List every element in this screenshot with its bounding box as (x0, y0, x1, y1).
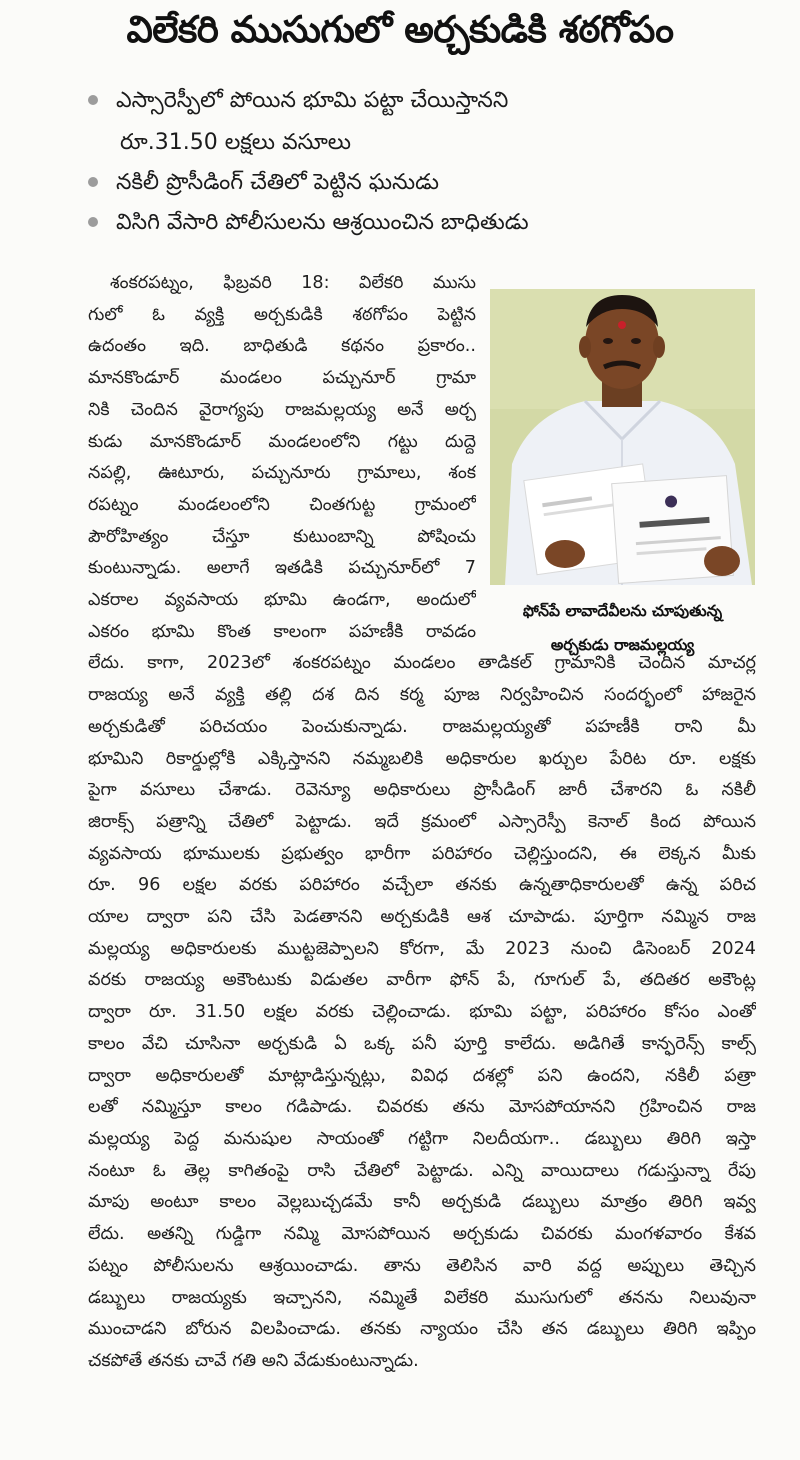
subheadline-list (88, 86, 778, 248)
article-line: పైగా వసూలు చేశాడు. రెవెన్యూ అధికారులు ప్రొసీడింగ్ జారీ చేశారని ఓ నకిలీ (88, 780, 756, 801)
photo-caption-line: ఫోన్‌పే లావాదేవీలను చూపుతున్న (522, 602, 723, 620)
article-line: వ్యవసాయ భూములకు ప్రభుత్వం భారీగా పరిహారం చెల్లిస్తుందని, ఈ లెక్కన మీకు (88, 843, 756, 864)
subheadline-text-continued: రూ.31.50 లక్షలు వసూలు (120, 130, 351, 155)
article-line: పౌరోహిత్యం చేస్తూ కుటుంబాన్ని పోషించు (88, 526, 476, 547)
bullet-dot-icon (88, 177, 98, 187)
photo-caption-line: అర్చకుడు రాజమల్లయ్య (550, 636, 695, 654)
article-line: మల్లయ్య అధికారులకు ముట్టజెప్పాలని కోరగా, మే 2023 నుంచి డిసెంబర్ 2024 (88, 938, 756, 959)
article-line: కుడు మానకొండూర్ మండలంలోని గట్టు దుద్దె (88, 431, 476, 452)
article-line: ద్వారా అధికారులతో మాట్లాడిస్తున్నట్లు, వివిధ దశల్లో పని ఉందని, నకిలీ పత్రా (88, 1065, 756, 1086)
headline: విలేకరి ముసుగులో అర్చకుడికి శఠగోపం (126, 8, 674, 51)
article-line: ఎకరం భూమి కొంత కాలంగా పహణీకి రావడం (88, 621, 476, 642)
subheadline-text: ఎస్సారెస్పీలో పోయిన భూమి పట్టా చేయిస్తానని (116, 88, 509, 113)
article-line: మానకొండూర్ మండలం పచ్చునూర్ గ్రామా (88, 368, 476, 389)
article-line: రూ. 96 లక్షల వరకు పరిహారం వచ్చేలా తనకు ఉన్నతాధికారులతో ఉన్న పరిచ (88, 875, 756, 896)
article-line: రపట్నం మండలంలోని చింతగుట్ట గ్రామంలో (88, 494, 476, 515)
article-line: లేదు. అతన్ని గుడ్డిగా నమ్మి మోసపోయిన అర్చకుడు చివరకు మంగళవారం కేశవ (88, 1224, 756, 1245)
article-line: జిరాక్స్ పత్రాన్ని చేతిలో పెట్టాడు. ఇదే క్రమంలో ఎస్సారెస్పీ కెనాల్ కింద పోయిన (88, 811, 756, 832)
article-line: గులో ఓ వ్యక్తి అర్చకుడికి శఠగోపం పెట్టిన (88, 304, 476, 325)
article-line: రాజయ్య అనే వ్యక్తి తల్లి దశ దిన కర్మ పూజ నిర్వహించిన సందర్భంలో హాజరైన (88, 685, 756, 706)
article-line: భూమిని రికార్డుల్లోకి ఎక్కిస్తానని నమ్మబలికి అధికారుల ఖర్చుల పేరిట రూ. లక్షకు (88, 748, 756, 769)
subheadline-text: విసిగి వేసారి పోలీసులను ఆశ్రయించిన బాధితుడు (116, 210, 529, 235)
article-line: యాల ద్వారా పని చేసి పెడతానని అర్చకుడికి ఆశ చూపాడు. పూర్తిగా నమ్మిన రాజ (88, 907, 756, 928)
bullet-dot-icon (88, 95, 98, 105)
article-line: అర్చకుడితో పరిచయం పెంచుకున్నాడు. రాజమల్లయ్యతో పహణీకి రాని మీ (88, 716, 756, 737)
article-line: చకపోతే తనకు చావే గతి అని వేడుకుంటున్నాడు. (88, 1350, 419, 1371)
article-line: ముంచాడని బోరున విలపించాడు. తనకు న్యాయం చేసి తన డబ్బులు తిరిగి ఇప్పిం (88, 1319, 756, 1340)
subheadline-item (88, 208, 778, 237)
article-line: నికి చెందిన వైరాగ్యపు రాజమల్లయ్య అనే అర్చ (88, 399, 476, 420)
subheadline-item (88, 86, 778, 157)
article-line: డబ్బులు రాజయ్యకు ఇచ్చానని, నమ్మితే విలేకరి ముసుగులో తనను నిలువునా (88, 1287, 756, 1308)
article-line: వరకు రాజయ్య అకౌంటుకు విడుతల వారీగా ఫోన్ పే, గూగుల్ పే, తదితర అకౌంట్ల (88, 970, 756, 991)
bullet-dot-icon (88, 217, 98, 227)
article-line: నపల్లి, ఊటూరు, పచ్చునూరు గ్రామాలు, శంక (88, 463, 476, 484)
article-line: పట్నం పోలీసులను ఆశ్రయించాడు. తాను తెలిసిన వారి వద్ద అప్పులు తెచ్చిన (88, 1255, 756, 1276)
article-line: ఉదంతం ఇది. బాధితుడి కథనం ప్రకారం.. (88, 336, 476, 357)
article-line: మాపు అంటూ కాలం వెల్లబుచ్చడమే కానీ అర్చకుడి డబ్బులు మాత్రం తిరిగి ఇవ్వ (88, 1192, 756, 1213)
article-line: మల్లయ్య పెద్ద మనుషుల సాయంతో గట్టిగా నిలదీయగా.. డబ్బులు తిరిగి ఇస్తా (88, 1128, 756, 1149)
subheadline-item (88, 168, 778, 197)
subheadline-text: నకిలీ ప్రొసీడింగ్ చేతిలో పెట్టిన ఘనుడు (116, 170, 439, 195)
article-line: శంకరపట్నం, ఫిబ్రవరి 18: విలేకరి ముసు (110, 273, 476, 293)
article-line: ఎకరాల వ్యవసాయ భూమి ఉండగా, అందులో (88, 590, 476, 611)
article-line: కుంటున్నాడు. అలాగే ఇతడికి పచ్చునూర్‌లో 7 (88, 558, 476, 579)
article-line: లతో నమ్మిస్తూ కాలం గడిపాడు. చివరకు తను మోసపోయానని గ్రహించిన రాజ (88, 1097, 756, 1118)
article-line: లేదు. కాగా, 2023లో శంకరపట్నం మండలం తాడికల్ గ్రామానికి చెందిన మాచర్ల (88, 653, 756, 674)
article-line: ద్వారా రూ. 31.50 లక్షల వరకు చెల్లించాడు. భూమి పట్టా, పరిహారం కోసం ఎంతో (88, 1002, 756, 1023)
article-body (88, 268, 756, 1378)
article-line: కాలం వేచి చూసినా అర్చకుడి ఏ ఒక్క పనీ పూర్తి కాలేదు. అడిగితే కాన్ఫరెన్స్ కాల్స్ (88, 1033, 756, 1054)
article-line: నంటూ ఓ తెల్ల కాగితంపై రాసి చేతిలో పెట్టాడు. ఎన్ని వాయిదాలు గడుస్తున్నా రేపు (88, 1160, 756, 1181)
